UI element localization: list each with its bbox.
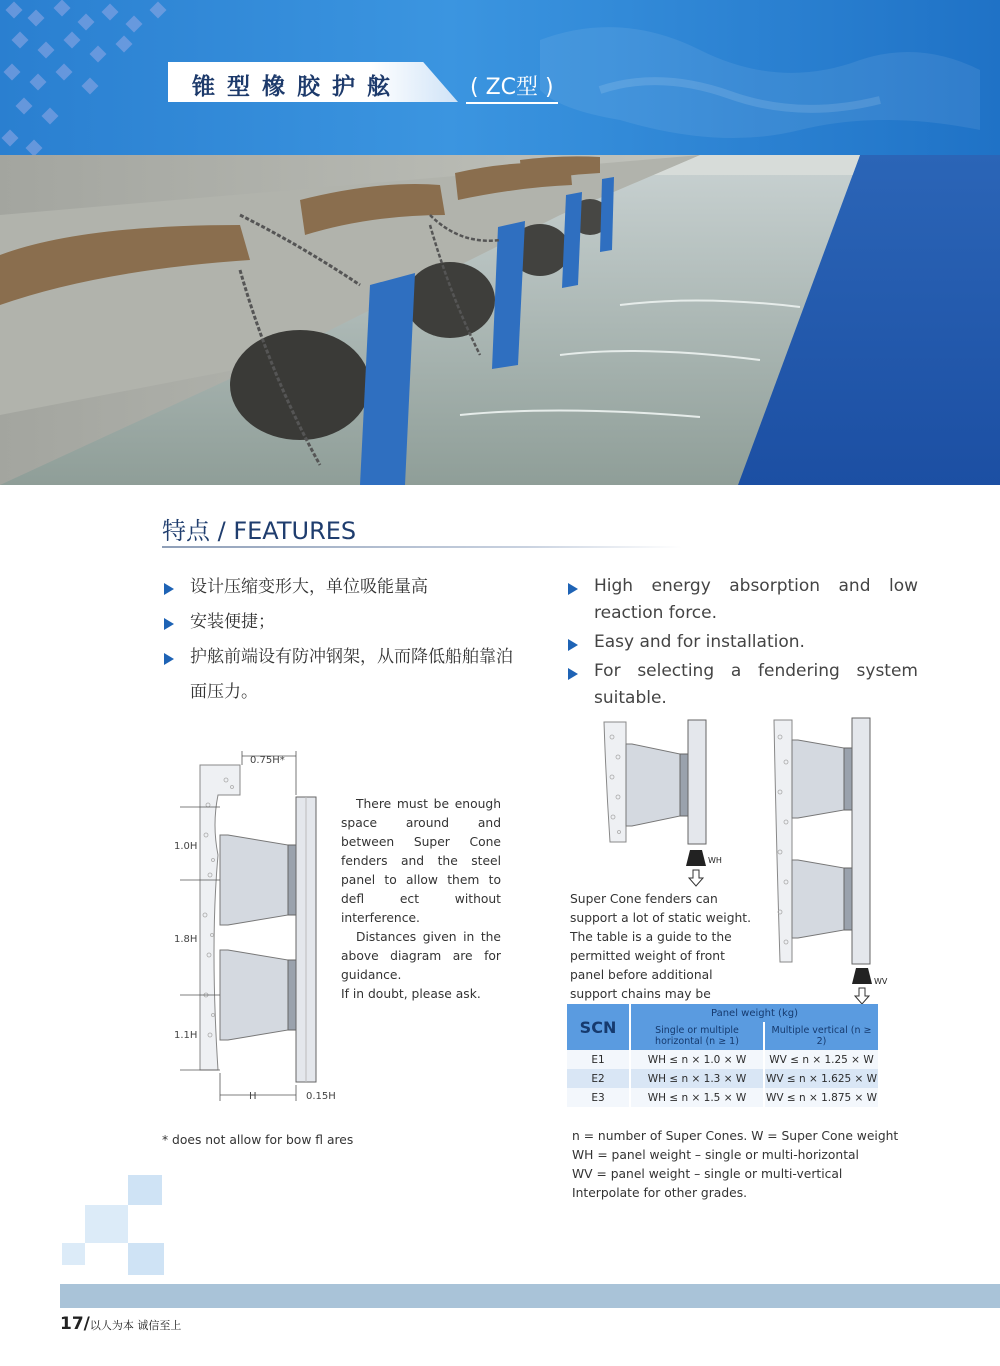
definitions: n = number of Super Cones. W = Super Cone weight WH = panel weight – single or multi-horizontal WV = panel weight – single or multi-vertical Interpolate for other grades. [572, 1129, 899, 1200]
dim-2-label: 1.8H [174, 934, 198, 945]
bullet-arrow-icon [568, 583, 578, 595]
dim-1-label: 1.0H [174, 841, 198, 852]
dim-panel-label: 0.15H [306, 1091, 336, 1102]
support-note: Super Cone fenders can support a lot of static weight. The table is a guide to the permitted weight of front panel before additional support chains may be required. [570, 892, 752, 1020]
features-divider [162, 546, 682, 548]
feature-en-3: For selecting a fendering system suitable. [568, 663, 918, 712]
deco-square [128, 1175, 162, 1205]
bullet-arrow-icon [164, 653, 174, 665]
col-multi-header: Multiple vertical (n ≥ 2) [771, 1025, 872, 1047]
spacing-diagram [160, 745, 350, 1110]
bow-flare-footnote: * does not allow for bow fl ares [162, 1133, 354, 1147]
bullet-arrow-icon [568, 668, 578, 680]
bullet-arrow-icon [164, 583, 174, 595]
panel-weight-header: Panel weight (kg) [711, 1007, 798, 1019]
features-heading: 特点 / FEATURES [162, 517, 357, 545]
world-map-graphic [500, 0, 1000, 158]
feature-en-2: Easy and for installation. [568, 634, 918, 656]
feature-en-1: High energy absorption and low reaction force. [568, 578, 918, 627]
deco-square [85, 1205, 128, 1243]
feature-cn-2: 安装便捷； [164, 613, 524, 640]
vertical-weight-diagram [770, 712, 890, 1012]
dim-h-label: H [249, 1091, 257, 1102]
bullet-arrow-icon [164, 618, 174, 630]
scn-header: SCN [567, 1004, 630, 1050]
spacing-note: There must be enough space around and between Super Cone fenders and the steel panel to allow them to defl ect without interference. Distances given in the above diagram are for guidance. If in doubt, please ask. [341, 797, 501, 1001]
feature-cn-3: 护舷前端设有防冲钢架，从而降低船舶靠泊面压力。 [164, 648, 524, 710]
down-arrow-icon [855, 988, 869, 1004]
table-row: E1 WH ≤ n × 1.0 × W WV ≤ n × 1.25 × W [567, 1050, 878, 1069]
dim-top-label: 0.75H* [250, 755, 285, 766]
feature-cn-1: 设计压缩变形大，单位吸能量高 [164, 578, 524, 605]
footer-bar [60, 1284, 1000, 1308]
svg-text:WV: WV [874, 977, 888, 986]
panel-weight-table [567, 1004, 878, 1107]
weight-icon [686, 850, 706, 866]
fender-photo-area [0, 155, 1000, 485]
footer-slogan: 以人为本 诚信至上 [89, 1319, 182, 1332]
bullet-arrow-icon [568, 639, 578, 651]
svg-text:WH: WH [708, 856, 722, 865]
page-subtitle: ( ZC型 ) [466, 70, 558, 104]
deco-square [128, 1243, 164, 1275]
col-single-header: Single or multiple horizontal (n ≥ 1) [630, 1022, 764, 1050]
footer [60, 1314, 181, 1334]
weight-icon [852, 968, 872, 984]
page-title: 锥型橡胶护舷 [192, 74, 402, 100]
table-row: E2 WH ≤ n × 1.3 × W WV ≤ n × 1.625 × W [567, 1069, 878, 1088]
page-number: 17/ [60, 1314, 90, 1334]
horizontal-weight-diagram [598, 712, 728, 892]
dim-3-label: 1.1H [174, 1030, 198, 1041]
table-row: E3 WH ≤ n × 1.5 × W WV ≤ n × 1.875 × W [567, 1088, 878, 1107]
down-arrow-icon [689, 870, 703, 886]
deco-square [62, 1243, 85, 1265]
